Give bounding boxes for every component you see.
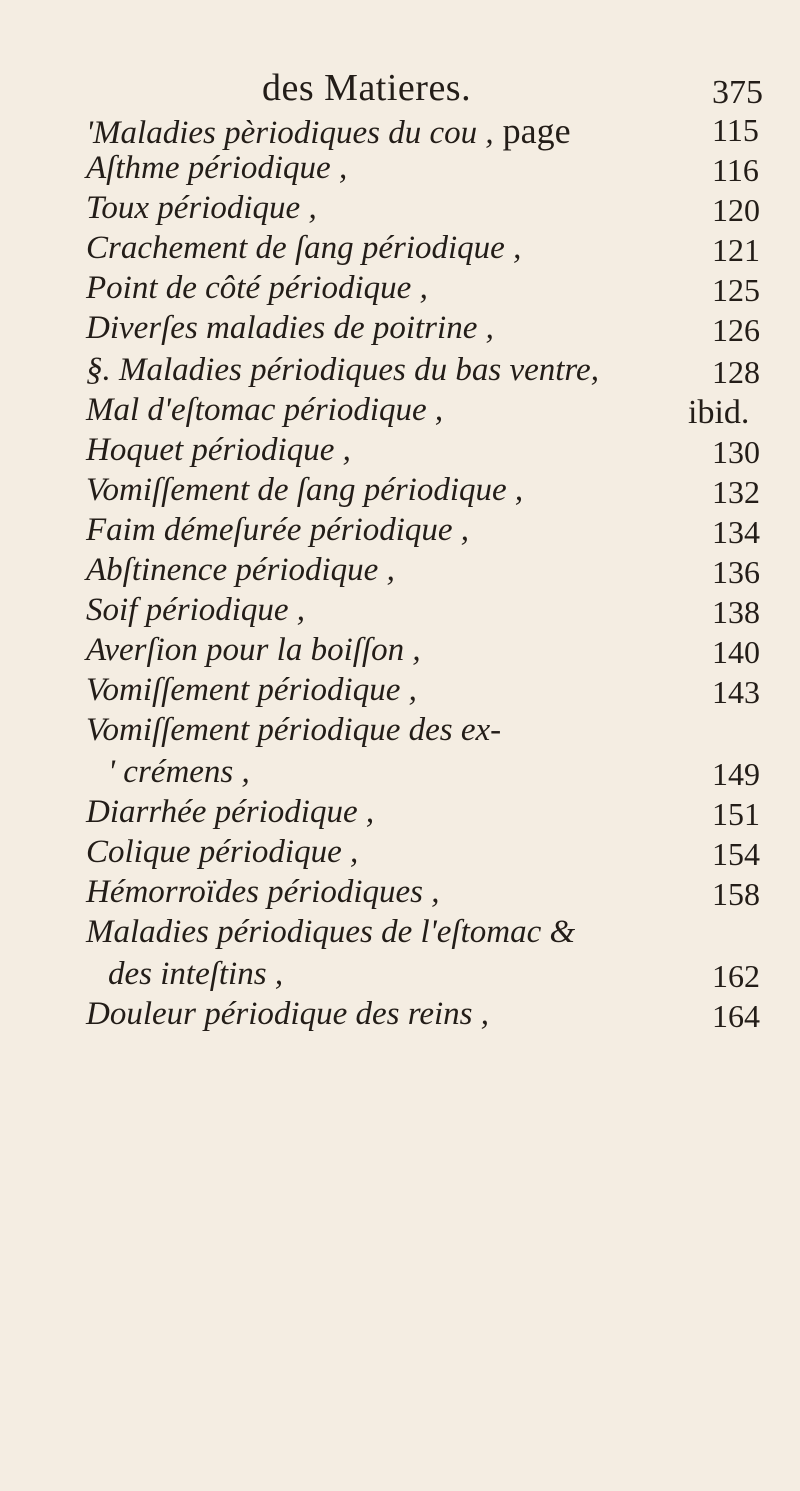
entry-page: 132	[712, 474, 760, 510]
index-entry	[0, 712, 800, 756]
index-entry	[0, 392, 800, 436]
entry-label: Toux périodique ,	[86, 190, 317, 226]
entry-page: 149	[712, 756, 760, 792]
entry-label: Vomiſſement périodique des ex-	[86, 712, 502, 748]
index-entry	[0, 672, 800, 716]
index-entry	[0, 914, 800, 958]
entry-page: 134	[712, 514, 760, 550]
index-entry	[0, 794, 800, 838]
index-entry	[0, 270, 800, 314]
index-entry	[0, 190, 800, 234]
index-entry	[0, 352, 800, 396]
entry-label: ' crémens ,	[108, 754, 250, 790]
index-entry	[0, 230, 800, 274]
entry-page: 136	[712, 554, 760, 590]
entry-label: Vomiſſement de ſang périodique ,	[86, 472, 524, 508]
index-entry	[0, 472, 800, 516]
running-head-title: des Matieres.	[262, 67, 472, 109]
entry-label: Crachement de ſang périodique ,	[86, 230, 522, 266]
entry-label: Averſion pour la boiſſon ,	[86, 632, 421, 668]
entry-page: 130	[712, 434, 760, 470]
entry-label: des inteſtins ,	[108, 956, 284, 992]
entry-label: Faim démeſurée périodique ,	[86, 512, 470, 548]
entry-page: 116	[712, 152, 759, 188]
entry-page: 126	[712, 312, 760, 348]
entry-page: 158	[712, 876, 760, 912]
index-entry	[0, 310, 800, 354]
entry-label: Diverſes maladies de poitrine ,	[86, 310, 494, 346]
page-number: 375	[712, 74, 763, 111]
entry-page: 151	[712, 796, 760, 832]
index-entry	[0, 754, 800, 798]
entry-page: 115	[712, 112, 759, 148]
entry-page: 138	[712, 594, 760, 630]
entry-label: §. Maladies périodiques du bas ventre,	[86, 352, 599, 388]
index-entry	[0, 874, 800, 918]
entry-label: Hémorroïdes périodiques ,	[86, 874, 440, 910]
entry-label: Soif périodique ,	[86, 592, 306, 628]
index-entry	[0, 592, 800, 636]
entry-page: 164	[712, 998, 760, 1034]
entry-label: Vomiſſement périodique ,	[86, 672, 417, 708]
index-entry	[0, 996, 800, 1040]
entry-page-word: page	[493, 111, 571, 151]
index-entry	[0, 150, 800, 194]
entry-page: 120	[712, 192, 760, 228]
entry-page: 162	[712, 958, 760, 994]
entry-page: ibid.	[688, 394, 750, 431]
index-entry	[0, 956, 800, 1000]
index-entry	[0, 834, 800, 878]
entry-label: Mal d'eſtomac périodique ,	[86, 392, 444, 428]
entry-label: Diarrhée périodique ,	[86, 794, 375, 830]
index-entry	[0, 432, 800, 476]
entry-page: 121	[712, 232, 760, 268]
entry-label: Point de côté périodique ,	[86, 270, 428, 306]
index-entry	[0, 552, 800, 596]
entry-page: 128	[712, 354, 760, 390]
entry-label: Douleur périodique des reins ,	[86, 996, 489, 1032]
entry-page: 143	[712, 674, 760, 710]
index-entry	[0, 110, 800, 154]
entry-page: 154	[712, 836, 760, 872]
entry-label: 'Maladies pèriodiques du cou , page	[86, 111, 571, 151]
entry-label: Aſthme périodique ,	[86, 150, 348, 186]
entry-page: 140	[712, 634, 760, 670]
index-entry	[0, 632, 800, 676]
entry-label: Maladies périodiques de l'eſtomac &	[86, 914, 576, 950]
index-entry	[0, 512, 800, 556]
entry-label: Colique périodique ,	[86, 834, 359, 870]
entry-page: 125	[712, 272, 760, 308]
entry-label: Hoquet périodique ,	[86, 432, 351, 468]
entry-label: Abſtinence périodique ,	[86, 552, 395, 588]
